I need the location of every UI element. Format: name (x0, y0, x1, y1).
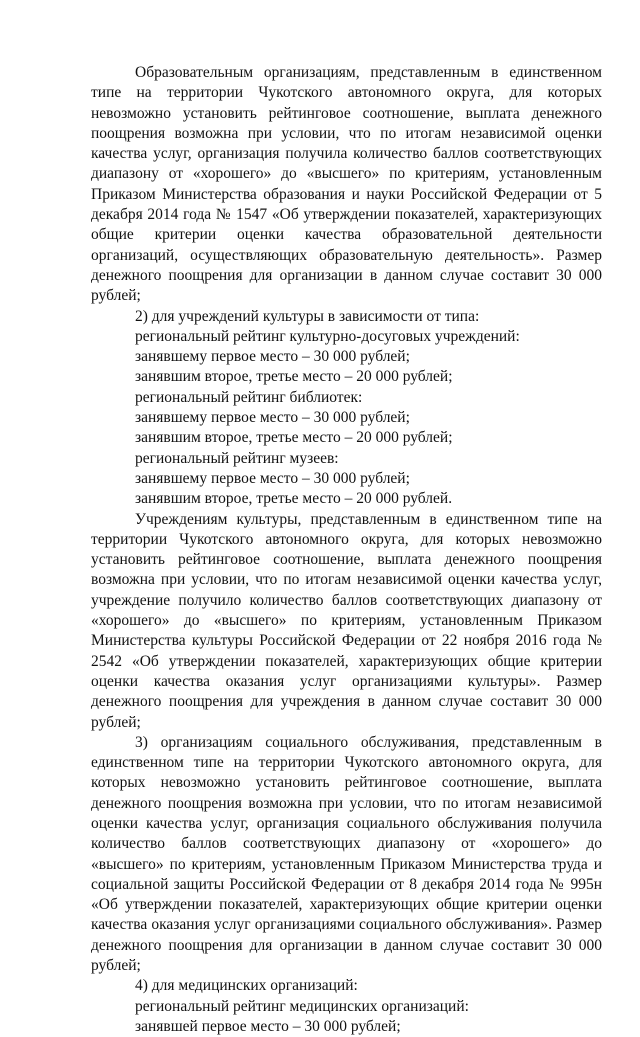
list-item-second-third-place: занявшим второе, третье место – 20 000 рублей. (135, 490, 453, 508)
list-item-medical-heading: 4) для медицинских организаций: (135, 977, 358, 995)
paragraph-education-organizations: Образовательным организациям, представленным в единственном типе на территории Чукотского автономного округа, для которых невозможно установить рейтинговое соотношение, выплата денежного поощрения возможна при условии, что по итогам независимой оценки качества услуг, организация получила количество баллов соответствующих диапазону от «хорошего» до «высшего» по критериям, установленным Приказом Министерства образования и науки Российской Федерации от 5 декабря 2014 года № 1547 «Об утверждении показателей, характеризующих общие критерии оценки качества образовательной деятельности организаций, осуществляющих образовательную деятельность». Размер денежного поощрения для организации в данном случае составит 30 000 рублей; (91, 64, 602, 305)
list-item-cultural-leisure-rating: региональный рейтинг культурно-досуговых учреждений: (135, 327, 520, 345)
list-item-museum-rating: региональный рейтинг музеев: (135, 449, 339, 467)
list-item-second-third-place: занявшим второе, третье место – 20 000 рублей; (135, 368, 453, 386)
list-item-culture-heading: 2) для учреждений культуры в зависимости от типа: (135, 307, 480, 325)
list-item-second-third-place: занявшим второе, третье место – 20 000 рублей; (135, 429, 453, 447)
document-page (91, 63, 602, 1037)
paragraph-social-service-organizations: 3) организациям социального обслуживания, представленным в единственном типе на территории Чукотского автономного округа, для которых невозможно установить рейтинговое соотношение, выплата денежного поощрения возможна при условии, что по итогам независимой оценки качества услуг, организация социального обслуживания получила количество баллов соответствующих диапазону от «хорошего» до «высшего» по критериям, установленным Приказом Министерства труда и социальной защиты Российской Федерации от 8 декабря 2014 года № 995н «Об утверждении показателей, характеризующих общие критерии оценки качества оказания услуг организациями социального обслуживания». Размер денежного поощрения для организации в данном случае составит 30 000 рублей; (91, 733, 602, 975)
list-item-first-place: занявшему первое место – 30 000 рублей; (135, 469, 410, 487)
list-item-first-place: занявшей первое место – 30 000 рублей; (135, 1017, 401, 1035)
list-item-medical-rating: региональный рейтинг медицинских организаций: (135, 997, 469, 1015)
list-item-first-place: занявшему первое место – 30 000 рублей; (135, 348, 410, 366)
list-item-first-place: занявшему первое место – 30 000 рублей; (135, 409, 410, 427)
paragraph-culture-institutions: Учреждениям культуры, представленным в единственном типе на территории Чукотского автономного округа, для которых невозможно установить рейтинговое соотношение, выплата денежного поощрения возможна при условии, что по итогам независимой оценки качества услуг, учреждение получило количество баллов соответствующих диапазону от «хорошего» до «высшего» по критериям, установленным Приказом Министерства культуры Российской Федерации от 22 ноября 2016 года № 2542 «Об утверждении показателей, характеризующих общие критерии оценки качества оказания услуг организациями культуры». Размер денежного поощрения для учреждения в данном случае составит 30 000 рублей; (91, 510, 602, 731)
list-item-library-rating: региональный рейтинг библиотек: (135, 388, 363, 406)
